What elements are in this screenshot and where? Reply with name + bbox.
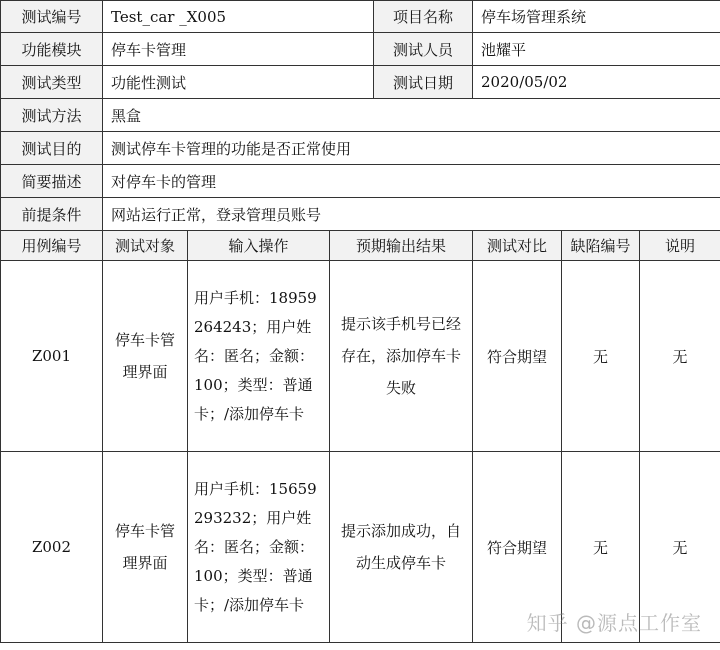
- case-defect: 无: [562, 261, 640, 452]
- test-date-value: 2020/05/02: [473, 66, 720, 99]
- test-id-label: 测试编号: [1, 1, 103, 33]
- test-id-value: Test_car _X005: [103, 1, 374, 33]
- case-object: 停车卡管理界面: [103, 452, 188, 643]
- col-header-note: 说明: [640, 231, 720, 261]
- case-id: Z001: [1, 261, 103, 452]
- col-header-expected: 预期输出结果: [330, 231, 473, 261]
- case-note: 无: [640, 452, 720, 643]
- project-name-label: 项目名称: [374, 1, 473, 33]
- case-compare: 符合期望: [473, 452, 562, 643]
- precondition-value: 网站运行正常，登录管理员账号: [103, 198, 720, 231]
- tester-value: 池耀平: [473, 33, 720, 66]
- col-header-compare: 测试对比: [473, 231, 562, 261]
- watermark: 知乎 @源点工作室: [526, 611, 702, 635]
- case-id: Z002: [1, 452, 103, 643]
- purpose-label: 测试目的: [1, 132, 103, 165]
- case-expected: 提示该手机号已经存在，添加停车卡失败: [330, 261, 473, 452]
- col-header-object: 测试对象: [103, 231, 188, 261]
- case-input: 用户手机：18959264243；用户姓名：匿名；金额：100；类型：普通卡；/添加停车卡: [188, 261, 330, 452]
- case-object: 停车卡管理界面: [103, 261, 188, 452]
- method-row: [1, 99, 720, 132]
- purpose-row: [1, 132, 720, 165]
- table-row: [1, 261, 720, 452]
- method-value: 黑盒: [103, 99, 720, 132]
- module-value: 停车卡管理: [103, 33, 374, 66]
- method-label: 测试方法: [1, 99, 103, 132]
- case-compare: 符合期望: [473, 261, 562, 452]
- case-note: 无: [640, 261, 720, 452]
- test-type-label: 测试类型: [1, 66, 103, 99]
- meta-row-2: [1, 33, 720, 66]
- meta-row-1: [1, 1, 720, 33]
- precondition-row: [1, 198, 720, 231]
- case-input: 用户手机：15659293232；用户姓名：匿名；金额：100；类型：普通卡；/添加停车卡: [188, 452, 330, 643]
- precondition-label: 前提条件: [1, 198, 103, 231]
- summary-value: 对停车卡的管理: [103, 165, 720, 198]
- purpose-value: 测试停车卡管理的功能是否正常使用: [103, 132, 720, 165]
- case-defect: 无: [562, 452, 640, 643]
- col-header-case-id: 用例编号: [1, 231, 103, 261]
- case-expected: 提示添加成功，自动生成停车卡: [330, 452, 473, 643]
- col-header-input: 输入操作: [188, 231, 330, 261]
- summary-row: [1, 165, 720, 198]
- tester-label: 测试人员: [374, 33, 473, 66]
- meta-row-3: [1, 66, 720, 99]
- test-date-label: 测试日期: [374, 66, 473, 99]
- project-name-value: 停车场管理系统: [473, 1, 720, 33]
- module-label: 功能模块: [1, 33, 103, 66]
- summary-label: 简要描述: [1, 165, 103, 198]
- col-header-defect: 缺陷编号: [562, 231, 640, 261]
- test-type-value: 功能性测试: [103, 66, 374, 99]
- column-header-row: [1, 231, 720, 261]
